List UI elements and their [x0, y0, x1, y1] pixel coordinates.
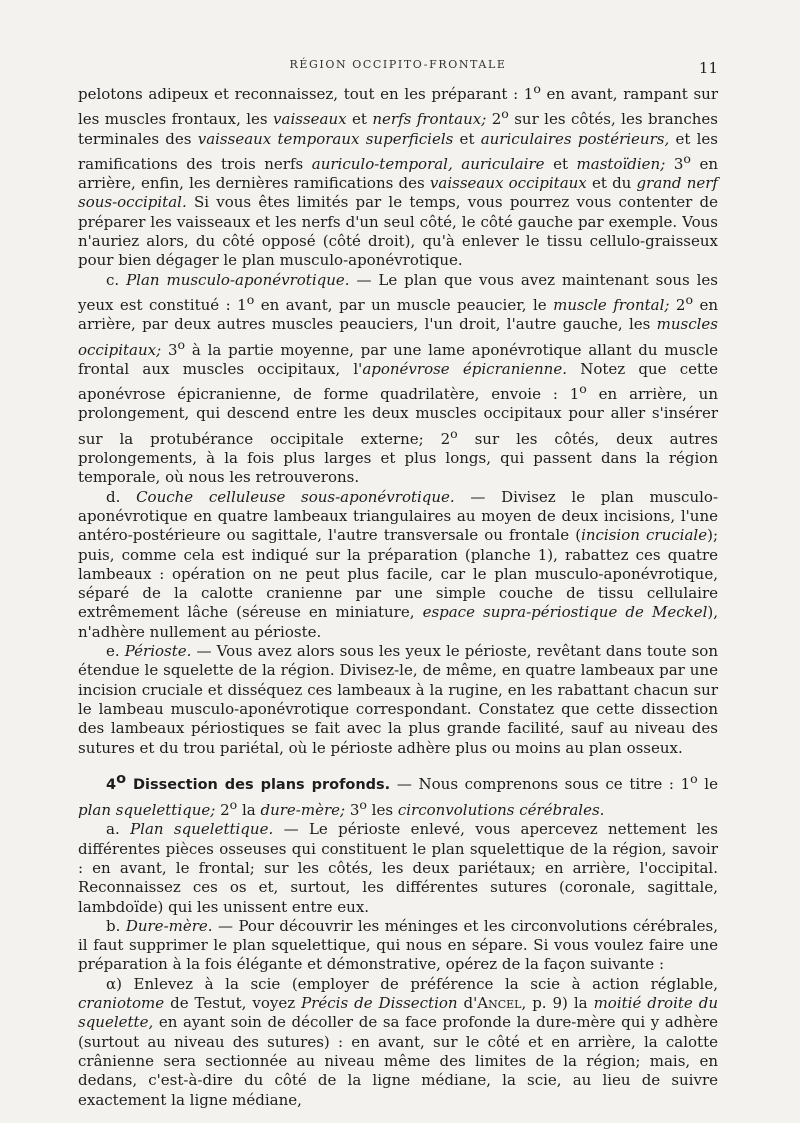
paragraph-preparation: pelotons adipeux et reconnaissez, tout en les préparant : 1$^o$ en avant, rampant sur les muscles frontaux, les vaisseaux et nerfs frontaux; 2$^o$ sur les côtés, les branches terminales des vaisseaux temporaux superficiels et auriculaires postérieurs, et les ramifications des trois nerfs auriculo-temporal, auriculaire et mastoïdien; 3$^o$ en arrière, enfin, les dernières ramifications des vaisseaux occipitaux et du grand nerf sous-occipital. Si vous êtes limités par le temps, vous pourrez vous contenter de préparer les vaisseaux et les nerfs d'un seul côté, le côté gauche par exemple. Vous n'auriez alors, du côté opposé (côté droit), qu'à enlever le tissu cellulo-graisseux pour bien dégager le plan musculo-aponévrotique.	[78, 81, 719, 270]
page-number: 11	[698, 59, 718, 77]
paragraph-plan-musculo-aponevrotique: c. Plan musculo-aponévrotique. — Le plan que vous avez maintenant sous les yeux est constitué : 1$^o$ en avant, par un muscle peaucier, le muscle frontal; 2$^o$ en arrière, par deux autres muscles peauciers, l'un droit, l'autre gauche, les muscles occipitaux; 3$^o$ à la partie moyenne, par une lame aponévrotique allant du muscle frontal aux muscles occipitaux, l'aponévrose épicranienne. Notez que cette aponévrose épicranienne, de forme quadrilatère, envoie : 1$^o$ en arrière, un prolongement, qui descend entre les deux muscles occipitaux pour aller s'insérer sur la protubérance occipitale externe; 2$^o$ sur les côtés, deux autres prolongements, à la fois plus larges et plus longs, qui passent dans la région temporale, où nous les retrouverons.	[78, 270, 719, 487]
paragraph-perioste: e. Périoste. — Vous avez alors sous les yeux le périoste, revêtant dans toute son étendue le squelette de la région. Divisez-le, de même, en quatre lambeaux par une incision cruciale et disséquez ces lambeaux à la rugine, en les rabattant chacun sur le lambeau musculo-aponévrotique correspondant. Constatez que cette dissection des lambeaux périostiques se fait avec la plus grande facilité, sauf au niveau des sutures et du trou pariétal, où le périoste adhère plus ou moins au plan osseux.	[78, 642, 718, 757]
running-head: RÉGION OCCIPITO-FRONTALE	[289, 58, 507, 71]
paragraph-dure-mere: b. Dure-mère. — Pour découvrir les méninges et les circonvolutions cérébrales, il faut supprimer le plan squelettique, qui nous en sépare. Si vous voulez faire une préparation à la fois élégante et démonstrative, opérez de la façon suivante :	[78, 916, 718, 974]
section-heading-plans-profonds: 4$^o$ Dissection des plans profonds. — Nous comprenons sous ce titre : 1$^o$ le plan squelettique; 2$^o$ la dure-mère; 3$^o$ les circonvolutions cérébrales.	[78, 770, 718, 820]
paragraph-couche-celluleuse: d. Couche celluleuse sous-aponévrotique. — Divisez le plan musculo-aponévrotique en quatre lambeaux triangulaires au moyen de deux incisions, l'une antéro-postérieure ou sagittale, l'autre transversale ou frontale (incision cruciale); puis, comme cela est indiqué sur la préparation (planche 1), rabattez ces quatre lambeaux : opération on ne peut plus facile, car le plan musculo-aponévrotique, séparé de la calotte cranienne par une simple couche de tissu cellulaire extrêmement lâche (séreuse en miniature, espace supra-périostique de Meckel), n'adhère nullement au périoste.	[78, 487, 719, 641]
body-text	[78, 79, 718, 1110]
paragraph-alpha-scie: α) Enlevez à la scie (employer de préférence la scie à action réglable, craniotome de Testut, voyez Précis de Dissection d'Ancel, p. 9) la moitié droite du squelette, en ayant soin de décoller de sa face profonde la dure-mère qui y adhère (surtout au niveau des sutures) : en avant, sur le côté et en arrière, la calotte crânienne sera sectionnée au niveau même des limites de la région; mais, en dedans, c'est-à-dire du côté de la ligne médiane, la scie, au lieu de suivre exactement la ligne médiane,	[78, 974, 718, 1109]
paragraph-plan-squelettique: a. Plan squelettique. — Le périoste enlevé, vous apercevez nettement les différentes pièces osseuses qui constituent le plan squelettique de la région, savoir : en avant, le frontal; sur les côtés, les deux pariétaux; en arrière, l'occipital. Reconnaissez ces os et, surtout, les différentes sutures (coronale, sagittale, lambdoïde) qui les unissent entre eux.	[78, 820, 718, 916]
